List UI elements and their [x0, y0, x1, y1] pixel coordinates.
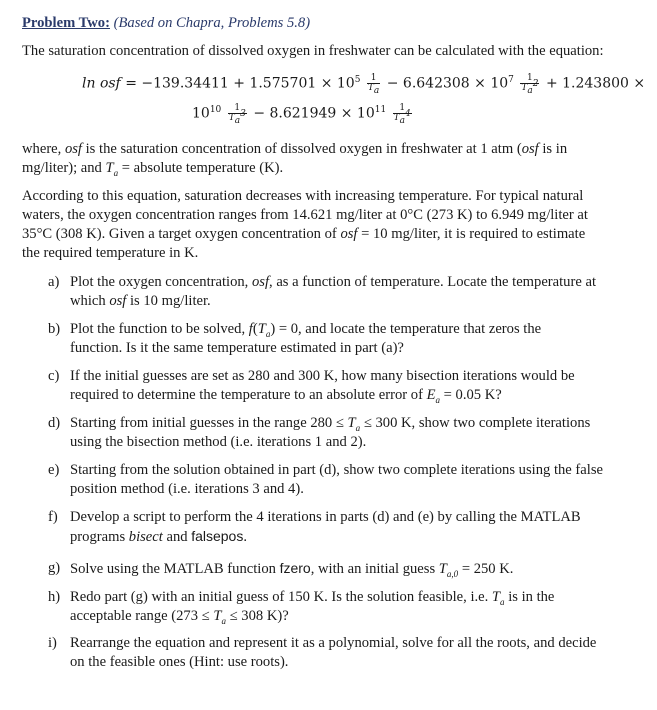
eq-frac-3: $\frac{1}{Ta3}$ — [228, 103, 246, 126]
eq-term-3: + 1.243800 × — [545, 75, 646, 92]
list-item-b: b) Plot the function to be solved, $f(T_a) = 0$, and locate the temperature that zeros the function. Is it the same temperature estimated in part (a)? — [48, 321, 542, 356]
eq-frac-1: $\frac{1}{Ta}$ — [367, 73, 380, 96]
problem-source: (Based on Chapra, Problems 5.8) — [113, 15, 311, 31]
list-item-h: h) Redo part (g) with an initial guess of 150 K. Is the solution feasible, i.e. $T_a$ is in the acceptable range ($273 \le T_a \le 308$ K)? — [48, 589, 555, 626]
context-line-1: According to this equation, saturation decreases with increasing temperature. For typical natural — [22, 188, 584, 204]
problem-label: Problem Two: — [22, 15, 110, 31]
list-item-g: g) Solve using the MATLAB function fzero, with an initial guess $T_{a,0} = 250$ K. — [48, 560, 514, 579]
equation-line-2 — [192, 103, 414, 126]
eq-term-1: = −139.34411 + 1.575701 × 10 — [125, 75, 355, 92]
eq-exp-4: 10 — [209, 104, 222, 115]
eq-lhs: ln osf — [82, 75, 121, 92]
eq-frac-4: $\frac{1}{Ta4}$ — [393, 103, 411, 126]
eq-exp-1: 5 — [354, 74, 361, 85]
list-item-f: f) Develop a script to perform the 4 iterations in parts (d) and (e) by calling the MATLAB programs bisect and falsepos. — [48, 509, 581, 545]
problem-heading — [22, 14, 310, 32]
list-item-e: e) Starting from the solution obtained in part (d), show two complete iterations using the false position method (i.e. iterations 3 and 4). — [48, 462, 603, 497]
intro-text: The saturation concentration of dissolved oxygen in freshwater can be calculated with the equation: — [22, 43, 604, 59]
context-line-3: 35°C (308 K). Given a target oxygen concentration of osf = 10 mg/liter, it is required to estimate — [22, 226, 586, 242]
eq-term-4: 10 — [192, 105, 210, 122]
eq-frac-2: $\frac{1}{Ta2}$ — [521, 73, 539, 96]
equation-line-1 — [82, 73, 646, 96]
eq-term-5: − 8.621949 × 10 — [253, 105, 375, 122]
where-line-1: where, osf is the saturation concentration of dissolved oxygen in freshwater at 1 atm (osf is in — [22, 141, 568, 157]
list-item-i: i) Rearrange the equation and represent it as a polynomial, solve for all the roots, and decide on the feasible ones (Hint: use roots). — [48, 635, 597, 670]
list-item-d: d) Starting from initial guesses in the range $280 \le T_a \le 300$ K, show two complete iterations using the bisection method (i.e. iterations 1 and 2). — [48, 415, 591, 450]
eq-exp-5: 11 — [374, 104, 387, 115]
list-item-a: a) Plot the oxygen concentration, osf, as a function of temperature. Locate the temperature at which osf is 10 mg/liter. — [48, 274, 596, 309]
eq-exp-2: 7 — [508, 74, 514, 85]
eq-term-2: − 6.642308 × 10 — [386, 75, 509, 92]
list-item-c: c) If the initial guesses are set as 280 and 300 K, how many bisection iterations would be required to determine the temperature to an absolute error of $E_a = 0.05$ K? — [48, 368, 575, 405]
context-line-2: waters, the oxygen concentration ranges from 14.621 mg/liter at 0°C (273 K) to 6.949 mg/liter at — [22, 207, 588, 223]
where-line-2: mg/liter); and $T_a$ = absolute temperature (K). — [22, 160, 284, 178]
context-line-4: the required temperature in K. — [22, 245, 199, 261]
